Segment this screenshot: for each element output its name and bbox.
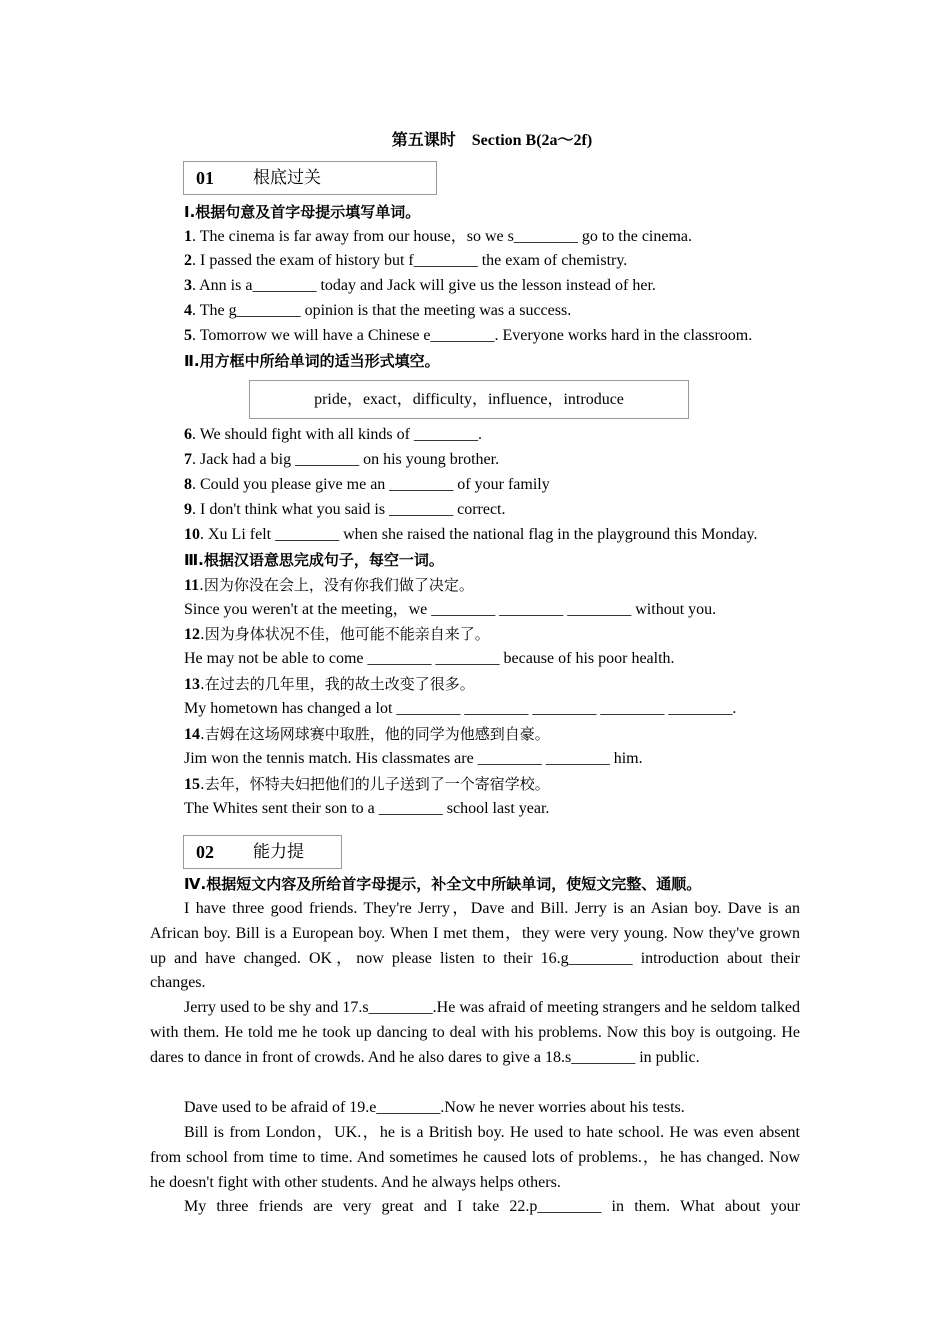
question-12-english: He may not be able to come ________ ________ because of his poor health.	[184, 650, 675, 667]
lesson-title: 第五课时 Section B(2a～2f)	[391, 132, 593, 149]
question-2: 2. I passed the exam of history but f________ the exam of chemistry.	[184, 252, 628, 269]
question-3: 3. Ann is a________ today and Jack will give us the lesson instead of her.	[184, 277, 656, 294]
question-12-chinese: 12.因为身体状况不佳，他可能不能亲自来了。	[184, 625, 490, 643]
question-11-chinese: 11.因为你没在会上，没有你我们做了决定。	[184, 576, 474, 594]
question-13-english: My hometown has changed a lot ________ ________ ________ ________ ________.	[184, 700, 737, 717]
question-1: 1. The cinema is far away from our house，so we s________ go to the cinema.	[184, 228, 693, 245]
question-14-chinese: 14.吉姆在这场网球赛中取胜，他的同学为他感到自豪。	[184, 725, 550, 743]
part1-heading: Ⅰ.根据句意及首字母提示填写单词。	[184, 203, 421, 221]
passage-paragraph-5: My three friends are very great and I take 22.p________ in them. What about your	[184, 1198, 800, 1215]
question-15-english: The Whites sent their son to a ________ school last year.	[184, 800, 550, 817]
question-15-chinese: 15.去年，怀特夫妇把他们的儿子送到了一个寄宿学校。	[184, 775, 550, 793]
question-10: 10. Xu Li felt ________ when she raised the national flag in the playground this Monday.	[184, 526, 758, 543]
question-4: 4. The g________ opinion is that the meeting was a success.	[184, 302, 572, 319]
question-14-english: Jim won the tennis match. His classmates are ________ ________ him.	[184, 750, 643, 767]
passage-paragraph-2: Jerry used to be shy and 17.s________.He was afraid of meeting strangers and he seldom talked with them. He told me he took up dancing to deal with his problems. Now this boy is outgoing. He dares to dance in front of crowds. And he also dares to give a 18.s________ in public.	[150, 999, 800, 1066]
section-label: 根底过关	[253, 168, 321, 188]
section-number: 01	[196, 168, 214, 188]
part4-heading: Ⅳ.根据短文内容及所给首字母提示，补全文中所缺单词，使短文完整、通顺。	[184, 875, 702, 893]
question-7: 7. Jack had a big ________ on his young brother.	[184, 451, 500, 468]
section-number: 02	[196, 842, 214, 862]
question-5: 5. Tomorrow we will have a Chinese e________. Everyone works hard in the classroom.	[184, 327, 753, 344]
passage-paragraph-1: I have three good friends. They're Jerry，Dave and Bill. Jerry is an Asian boy. Dave is an African boy. Bill is a European boy. When I met them，they were very young. Now they've grown up and have changed. OK，now please listen to their 16.g________ introduction about their changes.	[150, 900, 800, 992]
section-header-basic	[183, 161, 437, 195]
question-8: 8. Could you please give me an ________ of your family	[184, 476, 550, 493]
part2-heading: Ⅱ.用方框中所给单词的适当形式填空。	[184, 352, 440, 370]
word-box: pride，exact，difficulty，influence，introduce	[249, 380, 689, 419]
passage-paragraph-4: Bill is from London，UK.，he is a British boy. He used to hate school. He was even absent from school from time to time. And sometimes he caused lots of problems.，he has changed. Now he doesn't fight with other students. And he always helps others.	[150, 1124, 800, 1191]
section-label: 能力提	[253, 842, 304, 862]
question-11-english: Since you weren't at the meeting，we ________ ________ ________ without you.	[184, 601, 717, 618]
part3-heading: Ⅲ.根据汉语意思完成句子，每空一词。	[184, 551, 444, 569]
section-header-ability	[183, 835, 342, 869]
question-9: 9. I don't think what you said is ________ correct.	[184, 501, 506, 518]
passage-paragraph-3: Dave used to be afraid of 19.e________.Now he never worries about his tests.	[184, 1099, 685, 1116]
question-13-chinese: 13.在过去的几年里，我的故土改变了很多。	[184, 675, 475, 693]
question-6: 6. We should fight with all kinds of ________.	[184, 426, 482, 443]
